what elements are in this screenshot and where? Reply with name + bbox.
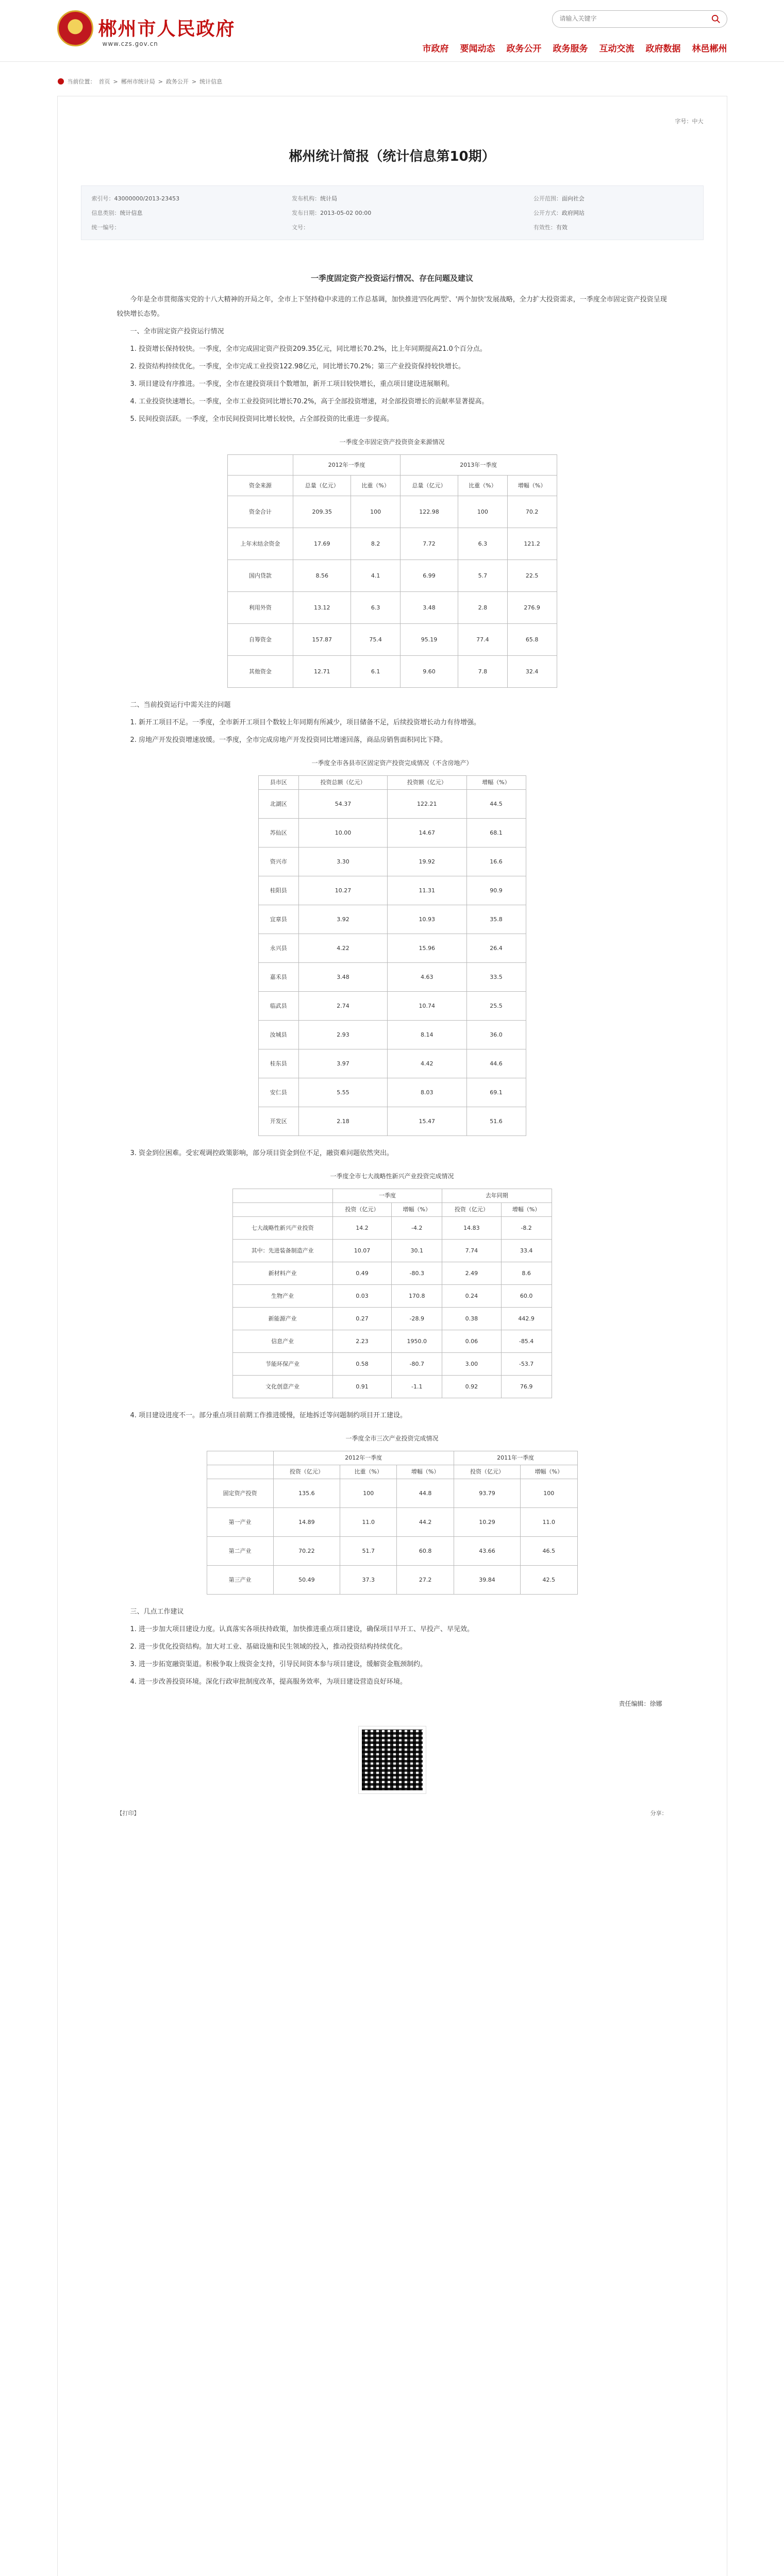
table-row (227, 624, 557, 656)
table-cell: 4.1 (351, 560, 401, 592)
table-cell: 1950.0 (392, 1330, 442, 1353)
table-cell: 15.47 (388, 1107, 466, 1136)
paragraph: 1. 投资增长保持较快。一季度，全市完成固定资产投资209.35亿元，同比增长70.2%，比上年同期提高21.0个百分点。 (130, 345, 487, 353)
breadcrumb-item[interactable]: 统计信息 (199, 78, 223, 85)
article-body (81, 271, 704, 1711)
nav-item[interactable]: 市政府 (422, 44, 449, 54)
breadcrumb-item[interactable]: 政务公开 (165, 78, 189, 85)
table-cell: 60.0 (501, 1285, 552, 1308)
meta-item: 索引号：43000000/2013-23453 (91, 195, 180, 202)
nav-item[interactable]: 要闻动态 (460, 44, 495, 54)
table-cell: 8.14 (388, 1021, 466, 1049)
table-cell: 0.06 (442, 1330, 502, 1353)
table-header-cell: 增幅（%） (507, 476, 557, 496)
table-row (227, 592, 557, 624)
table-cell: 37.3 (340, 1566, 397, 1595)
table-header-cell (232, 1203, 332, 1217)
county-investment-table (258, 775, 526, 1136)
table-cell: 0.49 (332, 1262, 392, 1285)
paragraph: 4. 项目建设进度不一。部分重点项目前期工作推进缓慢，征地拆迁等问题制约项目开工建设。 (130, 1412, 407, 1419)
nav-item[interactable]: 互动交流 (599, 44, 635, 54)
nav-item[interactable]: 政府数据 (645, 44, 681, 54)
table-cell: 77.4 (458, 624, 508, 656)
table-cell: 100 (351, 496, 401, 528)
table-cell: 3.30 (298, 848, 387, 876)
table-header-cell: 增幅（%） (501, 1203, 552, 1217)
table-cell: 6.99 (400, 560, 458, 592)
table-cell: 12.71 (293, 656, 351, 688)
table-cell: 54.37 (298, 790, 387, 819)
table-row (258, 963, 526, 992)
table-header-cell: 总量（亿元） (400, 476, 458, 496)
paragraph: 2. 投资结构持续优化。一季度，全市完成工业投资122.98亿元，同比增长70.2%；第三产业投资保持较快增长。 (130, 363, 465, 370)
table-cell: 3.48 (298, 963, 387, 992)
table-cell: 70.2 (507, 496, 557, 528)
table-cell: 固定资产投资 (207, 1479, 273, 1508)
table-cell: 14.67 (388, 819, 466, 848)
site-title[interactable]: 郴州市人民政府 (98, 18, 236, 40)
table-row (227, 560, 557, 592)
table-cell: 13.12 (293, 592, 351, 624)
table-row (232, 1330, 552, 1353)
table-cell: 27.2 (397, 1566, 454, 1595)
table-cell: 51.6 (466, 1107, 526, 1136)
table-cell: 利用外资 (227, 592, 293, 624)
table-cell: 11.0 (521, 1508, 577, 1537)
table-cell: 0.92 (442, 1376, 502, 1398)
table-row (258, 1049, 526, 1078)
table-row (227, 496, 557, 528)
table-cell: 0.27 (332, 1308, 392, 1330)
table-header-cell: 县市区 (258, 776, 298, 790)
table-group-header: 2012年一季度 (293, 455, 401, 476)
table-row (232, 1240, 552, 1262)
table-row (258, 876, 526, 905)
table-cell: -8.2 (501, 1217, 552, 1240)
paragraph: 1. 新开工项目不足。一季度，全市新开工项目个数较上年同期有所减少，项目储备不足，后续投资增长动力有待增强。 (130, 719, 481, 726)
table-row (232, 1308, 552, 1330)
table-cell: 44.2 (397, 1508, 454, 1537)
table-cell: 七大战略性新兴产业投资 (232, 1217, 332, 1240)
table-cell: 135.6 (273, 1479, 340, 1508)
table-cell: 安仁县 (258, 1078, 298, 1107)
table-row (232, 1353, 552, 1376)
table-cell: 10.07 (332, 1240, 392, 1262)
table-row (258, 790, 526, 819)
table-cell: 4.63 (388, 963, 466, 992)
main-nav (423, 41, 727, 54)
table-cell: -53.7 (501, 1353, 552, 1376)
table-cell: 93.79 (454, 1479, 520, 1508)
table-header-cell (232, 1189, 332, 1203)
table-header-cell: 增幅（%） (521, 1465, 577, 1479)
table-cell: 10.74 (388, 992, 466, 1021)
breadcrumb-separator: > (158, 78, 163, 85)
table-cell: 76.9 (501, 1376, 552, 1398)
paragraph: 3. 进一步拓宽融资渠道。积极争取上级资金支持，引导民间资本参与项目建设，缓解资金瓶颈制约。 (130, 1660, 427, 1668)
table-header-cell: 总量（亿元） (293, 476, 351, 496)
table-cell: 生物产业 (232, 1285, 332, 1308)
table-title: 一季度全市七大战略性新兴产业投资完成情况 (330, 1173, 454, 1180)
nav-item[interactable]: 政务服务 (553, 44, 588, 54)
table-cell: 10.27 (298, 876, 387, 905)
table-header-cell: 投资（亿元） (273, 1465, 340, 1479)
paragraph: 1. 进一步加大项目建设力度。认真落实各项扶持政策，加快推进重点项目建设，确保项目早开工、早投产、早见效。 (130, 1625, 474, 1633)
table-header-cell: 增幅（%） (466, 776, 526, 790)
breadcrumb (57, 77, 727, 86)
table-cell: 17.69 (293, 528, 351, 560)
table-cell: 95.19 (400, 624, 458, 656)
table-cell: 3.48 (400, 592, 458, 624)
nav-item[interactable]: 林邑郴州 (692, 44, 727, 54)
table-cell: 2.93 (298, 1021, 387, 1049)
table-cell: 2.74 (298, 992, 387, 1021)
page-title: 郴州统计简报（统计信息第10期） (289, 149, 495, 164)
table-header-cell: 投资（亿元） (442, 1203, 502, 1217)
qr-code-icon (359, 1726, 426, 1793)
table-cell: 9.60 (400, 656, 458, 688)
paragraph: 3. 资金到位困难。受宏观调控政策影响，部分项目资金到位不足，融资难问题依然突出。 (130, 1149, 394, 1157)
industry-sector-table (207, 1451, 578, 1595)
table-header-cell: 增幅（%） (397, 1465, 454, 1479)
table-cell: 6.3 (458, 528, 508, 560)
table-cell: 3.92 (298, 905, 387, 934)
table-header-cell: 增幅（%） (392, 1203, 442, 1217)
table-cell: 0.38 (442, 1308, 502, 1330)
breadcrumb-item[interactable]: 郴州市统计局 (121, 78, 155, 85)
site-header (0, 0, 784, 62)
table-cell: 276.9 (507, 592, 557, 624)
table-row (258, 934, 526, 963)
table-row (232, 1376, 552, 1398)
table-group-header: 2013年一季度 (400, 455, 557, 476)
table-cell: 35.8 (466, 905, 526, 934)
table-cell: 0.91 (332, 1376, 392, 1398)
table-cell: 157.87 (293, 624, 351, 656)
table-row (232, 1262, 552, 1285)
meta-item: 信息类别：统计信息 (91, 210, 143, 216)
table-cell: 信息产业 (232, 1330, 332, 1353)
paragraph: 4. 工业投资快速增长。一季度，全市工业投资同比增长70.2%，高于全部投资增速，对全部投资增长的贡献率显著提高。 (130, 398, 489, 405)
table-cell: 苏仙区 (258, 819, 298, 848)
table-row (227, 656, 557, 688)
table-row (258, 819, 526, 848)
table-cell: 42.5 (521, 1566, 577, 1595)
table-row (207, 1537, 577, 1566)
table-cell: 资兴市 (258, 848, 298, 876)
table-cell: 122.98 (400, 496, 458, 528)
table-cell: 6.3 (351, 592, 401, 624)
table-header-cell: 投资额（亿元） (388, 776, 466, 790)
meta-item: 公开范围：面向社会 (533, 195, 585, 202)
table-cell: 4.42 (388, 1049, 466, 1078)
table-header-cell: 投资总额（亿元） (298, 776, 387, 790)
section-heading: 三、几点工作建议 (130, 1608, 184, 1616)
table-cell: 90.9 (466, 876, 526, 905)
paragraph: 4. 进一步改善投资环境。深化行政审批制度改革，提高服务效率，为项目建设营造良好环境。 (130, 1678, 407, 1686)
table-cell: 33.5 (466, 963, 526, 992)
table-cell: 开发区 (258, 1107, 298, 1136)
table-header-cell: 资金来源 (227, 476, 293, 496)
table-row (207, 1508, 577, 1537)
nav-item[interactable]: 政务公开 (506, 44, 542, 54)
table-header-cell (227, 455, 293, 476)
table-cell: 70.22 (273, 1537, 340, 1566)
table-cell: 8.2 (351, 528, 401, 560)
table-row (258, 992, 526, 1021)
search-box (552, 10, 727, 28)
table-cell: 3.97 (298, 1049, 387, 1078)
table-cell: 文化创意产业 (232, 1376, 332, 1398)
table-cell: -80.3 (392, 1262, 442, 1285)
paragraph: 2. 进一步优化投资结构。加大对工业、基础设施和民生领域的投入，推动投资结构持续优化。 (130, 1643, 407, 1651)
table-cell: 宜章县 (258, 905, 298, 934)
paragraph: 2. 房地产开发投资增速放缓。一季度，全市完成房地产开发投资同比增速回落，商品房销售面积同比下降。 (130, 736, 447, 744)
table-row (258, 905, 526, 934)
table-cell: 14.89 (273, 1508, 340, 1537)
table-cell: 50.49 (273, 1566, 340, 1595)
table-cell: 121.2 (507, 528, 557, 560)
table-row (232, 1285, 552, 1308)
table-cell: 8.56 (293, 560, 351, 592)
table-cell: 2.8 (458, 592, 508, 624)
table-cell: 25.5 (466, 992, 526, 1021)
table-cell: 15.96 (388, 934, 466, 963)
table-cell: 2.18 (298, 1107, 387, 1136)
table-cell: 122.21 (388, 790, 466, 819)
table-cell: 2.49 (442, 1262, 502, 1285)
document-meta (81, 185, 704, 240)
table-cell: 4.22 (298, 934, 387, 963)
table-cell: 75.4 (351, 624, 401, 656)
table-cell: 100 (521, 1479, 577, 1508)
table-row (232, 1217, 552, 1240)
table-cell: 7.74 (442, 1240, 502, 1262)
meta-item: 有效性：有效 (533, 224, 568, 231)
table-group-header: 去年同期 (442, 1189, 552, 1203)
table-cell: 69.1 (466, 1078, 526, 1107)
table-row (258, 1078, 526, 1107)
table-cell: 临武县 (258, 992, 298, 1021)
table-cell: 6.1 (351, 656, 401, 688)
table-title: 一季度全市各县市区固定资产投资完成情况（不含房地产） (311, 759, 473, 767)
table-cell: 7.72 (400, 528, 458, 560)
section-heading: 二、当前投资运行中需关注的问题 (130, 701, 231, 709)
table-cell: 19.92 (388, 848, 466, 876)
print-button[interactable]: 【打印】 (116, 1810, 140, 1817)
table-cell: 209.35 (293, 496, 351, 528)
table-cell: 新能源产业 (232, 1308, 332, 1330)
table-cell: 0.24 (442, 1285, 502, 1308)
meta-item: 公开方式：政府网站 (533, 210, 585, 216)
table-cell: 5.55 (298, 1078, 387, 1107)
table-row (227, 528, 557, 560)
table-cell: 11.0 (340, 1508, 397, 1537)
table-cell: 36.0 (466, 1021, 526, 1049)
table-cell: 汝城县 (258, 1021, 298, 1049)
table-cell: 32.4 (507, 656, 557, 688)
table-cell: 39.84 (454, 1566, 520, 1595)
table-cell: -4.2 (392, 1217, 442, 1240)
table-cell: 26.4 (466, 934, 526, 963)
emerging-industry-table (232, 1189, 552, 1398)
table-cell: 10.29 (454, 1508, 520, 1537)
table-cell: 0.03 (332, 1285, 392, 1308)
table-cell: -1.1 (392, 1376, 442, 1398)
table-row (207, 1479, 577, 1508)
table-header-cell: 比重（%） (340, 1465, 397, 1479)
search-input[interactable] (560, 11, 704, 26)
table-group-header: 一季度 (332, 1189, 442, 1203)
table-cell: 嘉禾县 (258, 963, 298, 992)
table-cell: 永兴县 (258, 934, 298, 963)
table-header-cell (207, 1451, 273, 1465)
table-cell: 8.03 (388, 1078, 466, 1107)
table-cell: 100 (458, 496, 508, 528)
table-title: 一季度全市固定资产投资资金来源情况 (339, 438, 445, 446)
table-cell: 170.8 (392, 1285, 442, 1308)
table-cell: 14.83 (442, 1217, 502, 1240)
table-cell: 65.8 (507, 624, 557, 656)
breadcrumb-separator: > (113, 78, 118, 85)
editor-credit: 责任编辑：徐娜 (619, 1700, 662, 1707)
table-cell: -28.9 (392, 1308, 442, 1330)
table-row (207, 1566, 577, 1595)
national-emblem-icon (57, 10, 93, 46)
section-heading: 一、全市固定资产投资运行情况 (130, 328, 224, 335)
share-label[interactable]: 分享： (650, 1810, 668, 1817)
table-group-header: 2012年一季度 (273, 1451, 454, 1465)
meta-item: 发布日期：2013-05-02 00:00 (292, 210, 372, 216)
table-cell: 43.66 (454, 1537, 520, 1566)
funding-source-table (227, 454, 557, 688)
table-cell: 22.5 (507, 560, 557, 592)
table-cell: 44.5 (466, 790, 526, 819)
table-cell: 44.6 (466, 1049, 526, 1078)
table-title: 一季度全市三次产业投资完成情况 (345, 1435, 439, 1442)
table-cell: 上年末结余资金 (227, 528, 293, 560)
table-cell: 第二产业 (207, 1537, 273, 1566)
breadcrumb-separator: > (191, 78, 197, 85)
table-cell: 33.4 (501, 1240, 552, 1262)
table-cell: 30.1 (392, 1240, 442, 1262)
site-url: www.czs.gov.cn (102, 40, 158, 47)
table-header-cell: 投资（亿元） (332, 1203, 392, 1217)
meta-item: 发布机构：统计局 (292, 195, 338, 202)
table-row (258, 1021, 526, 1049)
table-cell: 2.23 (332, 1330, 392, 1353)
table-cell: 46.5 (521, 1537, 577, 1566)
table-cell: 44.8 (397, 1479, 454, 1508)
paragraph: 5. 民间投资活跃。一季度，全市民间投资同比增长较快，占全部投资的比重进一步提高。 (130, 415, 394, 423)
table-cell: 442.9 (501, 1308, 552, 1330)
table-group-header: 2011年一季度 (454, 1451, 577, 1465)
table-cell: 14.2 (332, 1217, 392, 1240)
table-cell: 11.31 (388, 876, 466, 905)
table-cell: 新材料产业 (232, 1262, 332, 1285)
table-cell: 7.8 (458, 656, 508, 688)
table-cell: 68.1 (466, 819, 526, 848)
table-cell: 桂阳县 (258, 876, 298, 905)
table-row (258, 848, 526, 876)
breadcrumb-label: 当前位置： (67, 78, 96, 85)
meta-item: 统一编号： (91, 224, 120, 231)
article-heading: 一季度固定资产投资运行情况、存在问题及建议 (310, 274, 473, 283)
table-cell: 国内贷款 (227, 560, 293, 592)
table-row (258, 1107, 526, 1136)
table-cell: 10.93 (388, 905, 466, 934)
location-icon (57, 78, 64, 85)
paragraph: 3. 项目建设有序推进。一季度，全市在建投资项目个数增加，新开工项目较快增长，重点项目建设进展顺利。 (130, 380, 454, 388)
table-cell: 51.7 (340, 1537, 397, 1566)
table-cell: 3.00 (442, 1353, 502, 1376)
content-panel (57, 96, 727, 2576)
table-cell: 第三产业 (207, 1566, 273, 1595)
table-header-cell (207, 1465, 273, 1479)
table-cell: 8.6 (501, 1262, 552, 1285)
breadcrumb-item[interactable]: 首页 (98, 78, 110, 85)
table-cell: 5.7 (458, 560, 508, 592)
table-header-cell: 比重（%） (458, 476, 508, 496)
article-tools (81, 1809, 704, 1817)
search-icon[interactable] (711, 14, 721, 24)
table-cell: 16.6 (466, 848, 526, 876)
table-header-cell: 投资（亿元） (454, 1465, 520, 1479)
font-size-switch[interactable]: 字号：中大 (675, 118, 704, 125)
table-header-cell: 比重（%） (351, 476, 401, 496)
table-cell: -85.4 (501, 1330, 552, 1353)
meta-item: 文号： (292, 224, 309, 231)
table-cell: 节能环保产业 (232, 1353, 332, 1376)
table-cell: 桂东县 (258, 1049, 298, 1078)
table-cell: -80.7 (392, 1353, 442, 1376)
table-cell: 10.00 (298, 819, 387, 848)
table-cell: 第一产业 (207, 1508, 273, 1537)
table-cell: 0.58 (332, 1353, 392, 1376)
table-cell: 资金合计 (227, 496, 293, 528)
table-cell: 北湖区 (258, 790, 298, 819)
table-cell: 自筹资金 (227, 624, 293, 656)
paragraph: 今年是全市贯彻落实党的十八大精神的开局之年，全市上下坚持稳中求进的工作总基调，加快推进'四化两型'、'两个加快'发展战略，全力扩大投资需求，一季度全市固定资产投资呈现较快增长态势。 (116, 296, 667, 318)
table-cell: 60.8 (397, 1537, 454, 1566)
table-cell: 100 (340, 1479, 397, 1508)
table-cell: 其他资金 (227, 656, 293, 688)
table-cell: 其中：先进装备制造产业 (232, 1240, 332, 1262)
